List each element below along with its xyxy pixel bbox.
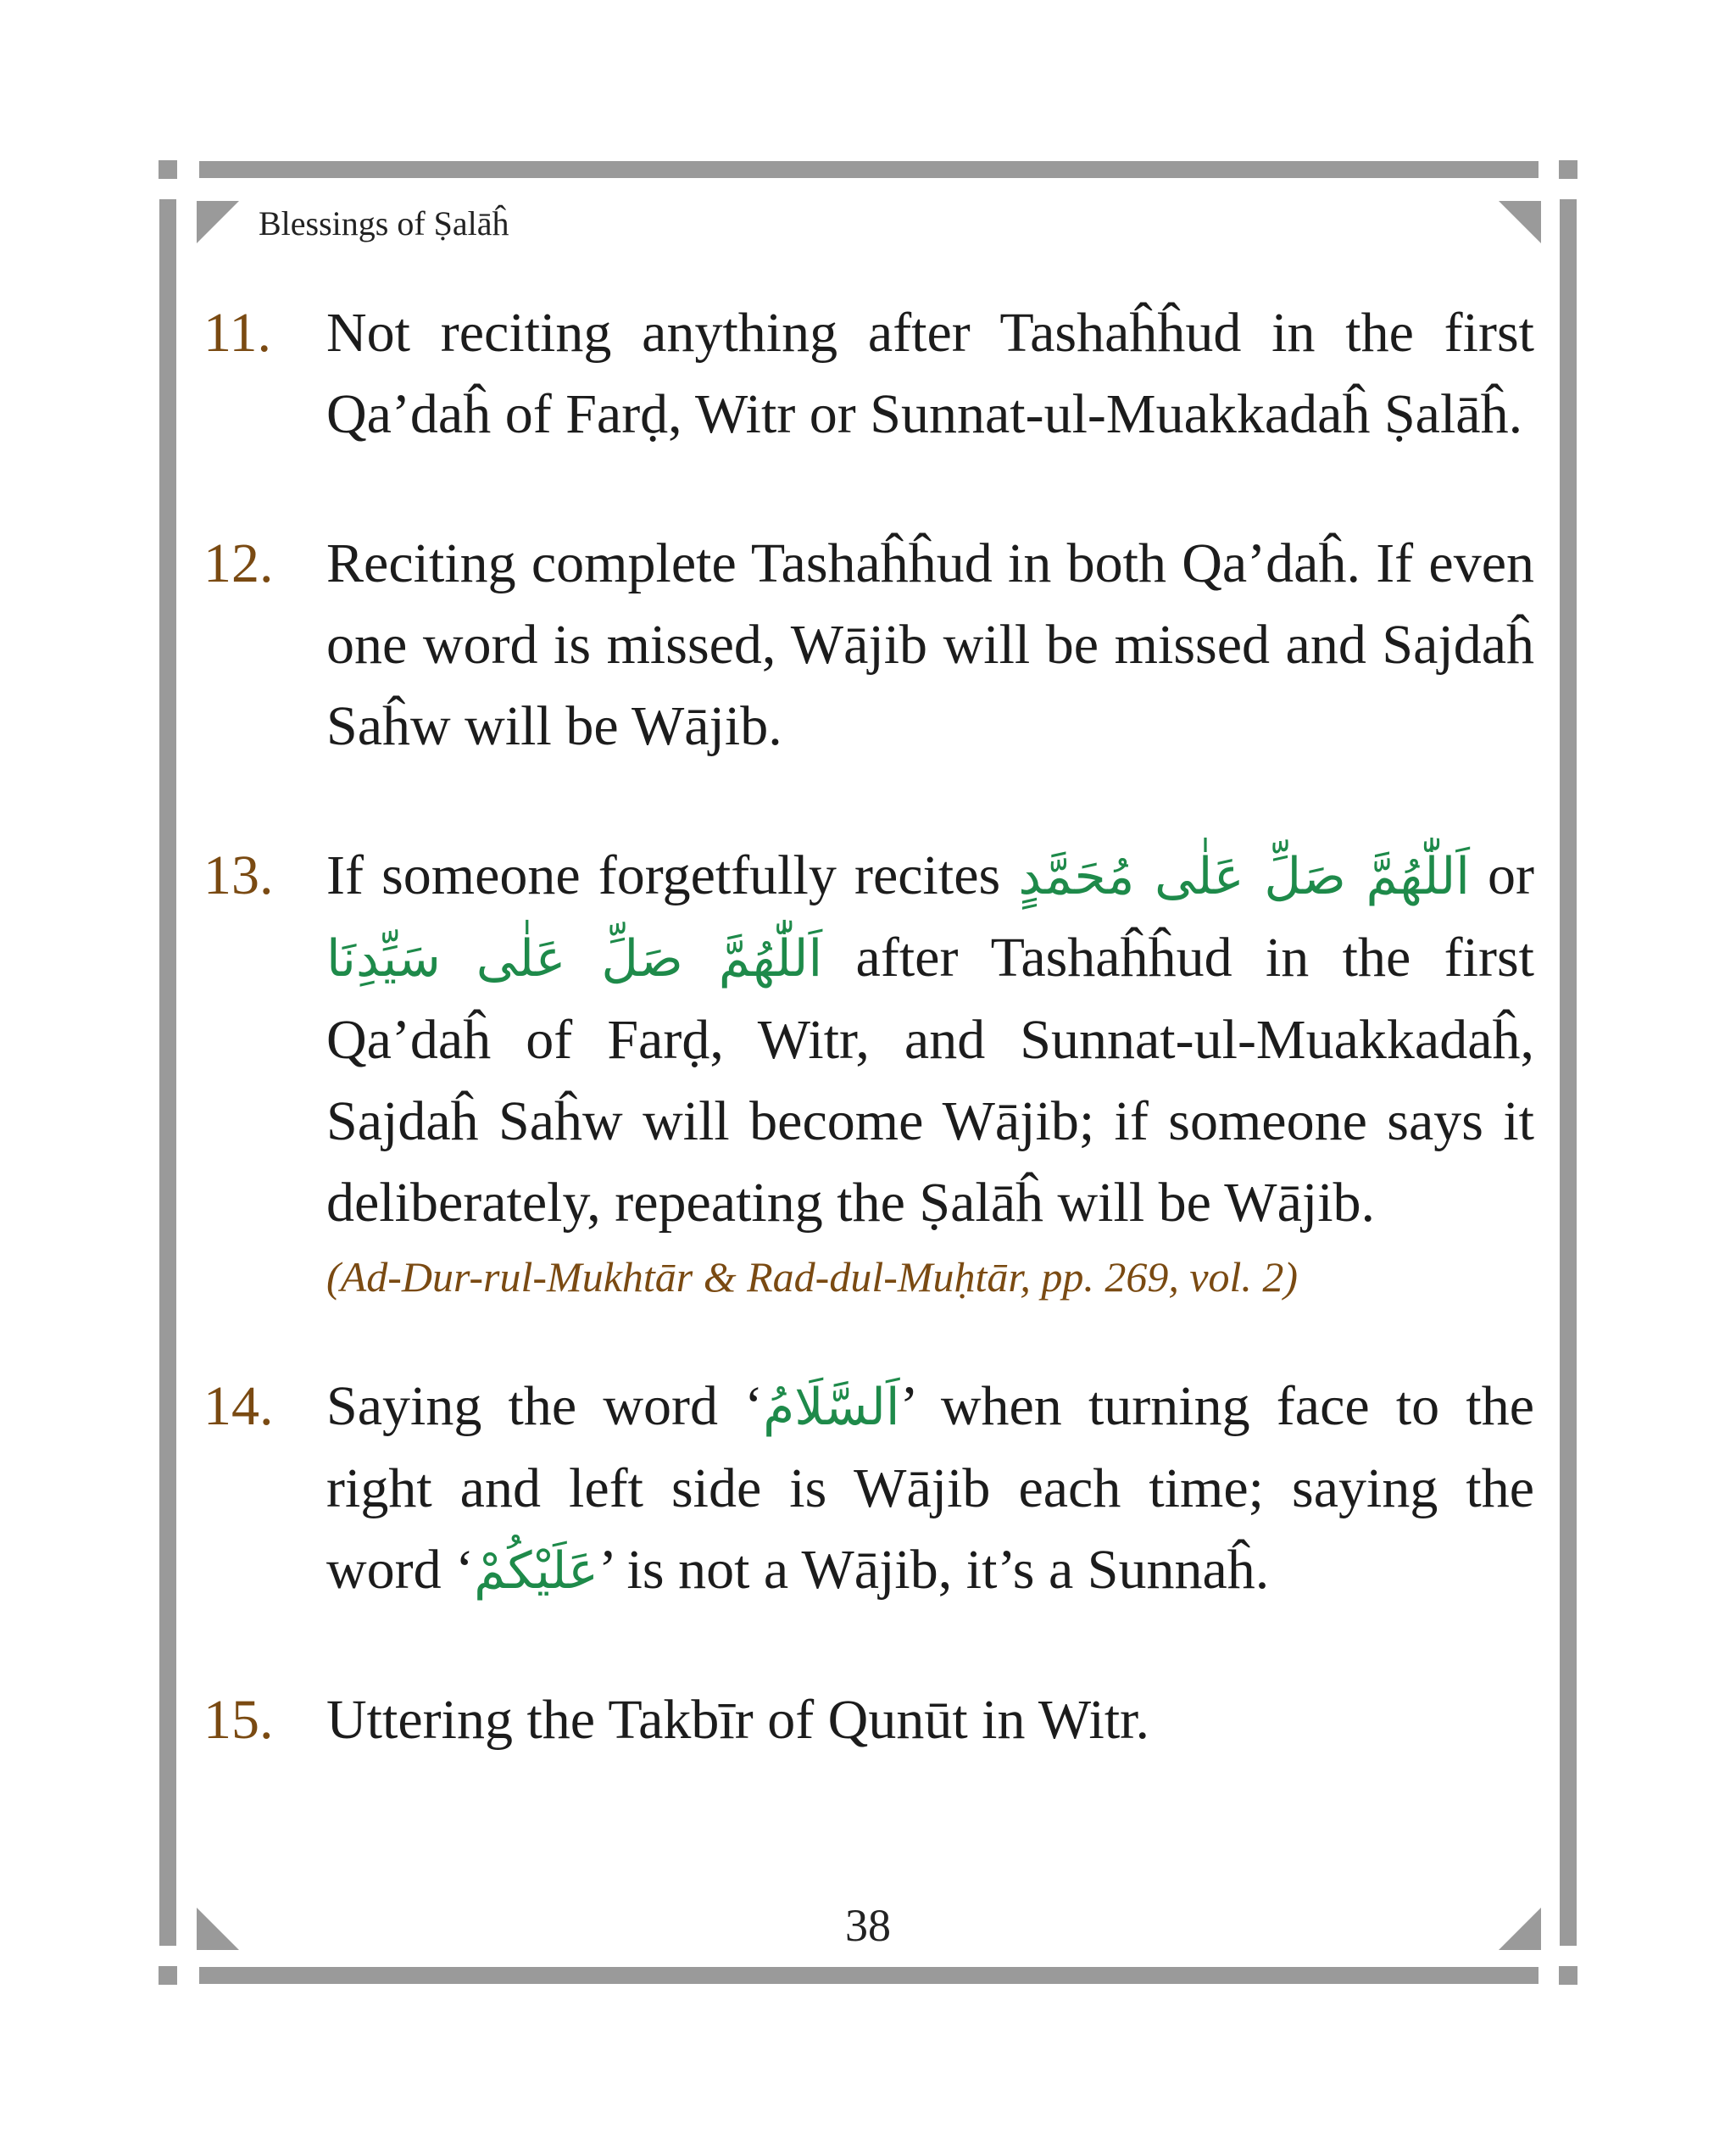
- rules-list: [203, 292, 1534, 1829]
- list-item: [203, 292, 1534, 455]
- frame-right-bar: [1560, 199, 1577, 1946]
- item-number: 13.: [203, 844, 274, 906]
- reference-citation: (Ad-Dur-rul-Mukhtār & Rad-dul-Muḥtār, pp. 269, vol. 2): [326, 1253, 1299, 1301]
- item-text-part: ’ when turning face to the right and left side is Wājib each time; saying the word ‘: [326, 1375, 1534, 1601]
- item-text-part: Saying the word ‘: [326, 1375, 764, 1437]
- item-text: Reciting complete Tashaĥĥud in both Qa’daĥ. If even one word is missed, Wājib will be missed and Sajdaĥ Saĥw will be Wājib.: [326, 532, 1534, 757]
- list-item: [203, 835, 1534, 1306]
- item-number: 15.: [203, 1689, 274, 1751]
- frame-bottom-bar: [199, 1967, 1538, 1984]
- arabic-salutation-text: اَللّٰهُمَّ صَلِّ عَلٰى سَيِّدِنَا: [326, 929, 823, 989]
- item-text: Uttering the Takbīr of Qunūt in Witr.: [326, 1689, 1149, 1751]
- arabic-word: اَلسَّلَامُ: [763, 1378, 900, 1437]
- item-text-part: ’ is not a Wājib, it’s a Sunnaĥ.: [598, 1539, 1270, 1601]
- frame-left-bar: [159, 199, 176, 1946]
- frame-corner-square: [1559, 1966, 1577, 1985]
- item-text: [326, 835, 1534, 1306]
- list-item: [203, 1680, 1534, 1761]
- frame-corner-square: [159, 1966, 177, 1985]
- item-text-part: after Tashaĥĥud in the first Qa’daĥ of Farḍ, Witr, and Sunnat-ul-Muakkadaĥ, Sajdaĥ Saĥw will become Wājib; if someone says it deliberately, repeating the Ṣalāĥ will be Wājib.: [326, 927, 1534, 1234]
- arabic-salutation-text: اَللّٰهُمَّ صَلِّ عَلٰى مُحَمَّدٍ: [1018, 847, 1470, 906]
- frame-top-bar: [199, 161, 1538, 178]
- item-number: 12.: [203, 532, 274, 594]
- frame-corner-square: [159, 160, 177, 179]
- item-number: 14.: [203, 1375, 274, 1437]
- frame-corner-square: [1559, 160, 1577, 179]
- list-item: [203, 1366, 1534, 1612]
- running-head-title: Blessings of Ṣalāĥ: [259, 204, 509, 242]
- frame-corner-triangle-top-left: [197, 201, 239, 243]
- page-number: 38: [845, 1900, 891, 1951]
- arabic-word: عَلَيْكُمْ: [474, 1541, 598, 1601]
- frame-corner-triangle-top-right: [1499, 201, 1541, 243]
- item-number: 11.: [203, 302, 272, 364]
- list-item: [203, 523, 1534, 767]
- item-text-part: or: [1488, 844, 1535, 906]
- item-text: [326, 1366, 1534, 1612]
- item-text: Not reciting anything after Tashaĥĥud in the first Qa’daĥ of Farḍ, Witr or Sunnat-ul-Muakkadaĥ Ṣalāĥ.: [326, 302, 1534, 445]
- item-text-part: If someone forgetfully recites: [326, 844, 1001, 906]
